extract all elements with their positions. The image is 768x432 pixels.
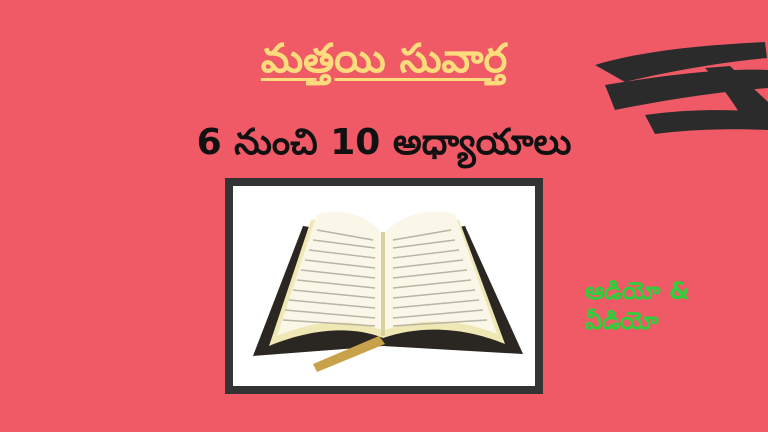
chapter-subtitle: 6 నుంచి 10 అధ్యాయాలు (196, 122, 572, 163)
bible-image (233, 186, 535, 386)
audio-video-line1: ఆడియో & (585, 277, 690, 305)
open-bible-icon (233, 186, 535, 386)
bible-image-frame (225, 178, 543, 394)
audio-video-line2: వీడియో (585, 307, 659, 335)
page-title: మత్తయి సువార్త (260, 36, 508, 82)
audio-video-label (585, 276, 745, 336)
